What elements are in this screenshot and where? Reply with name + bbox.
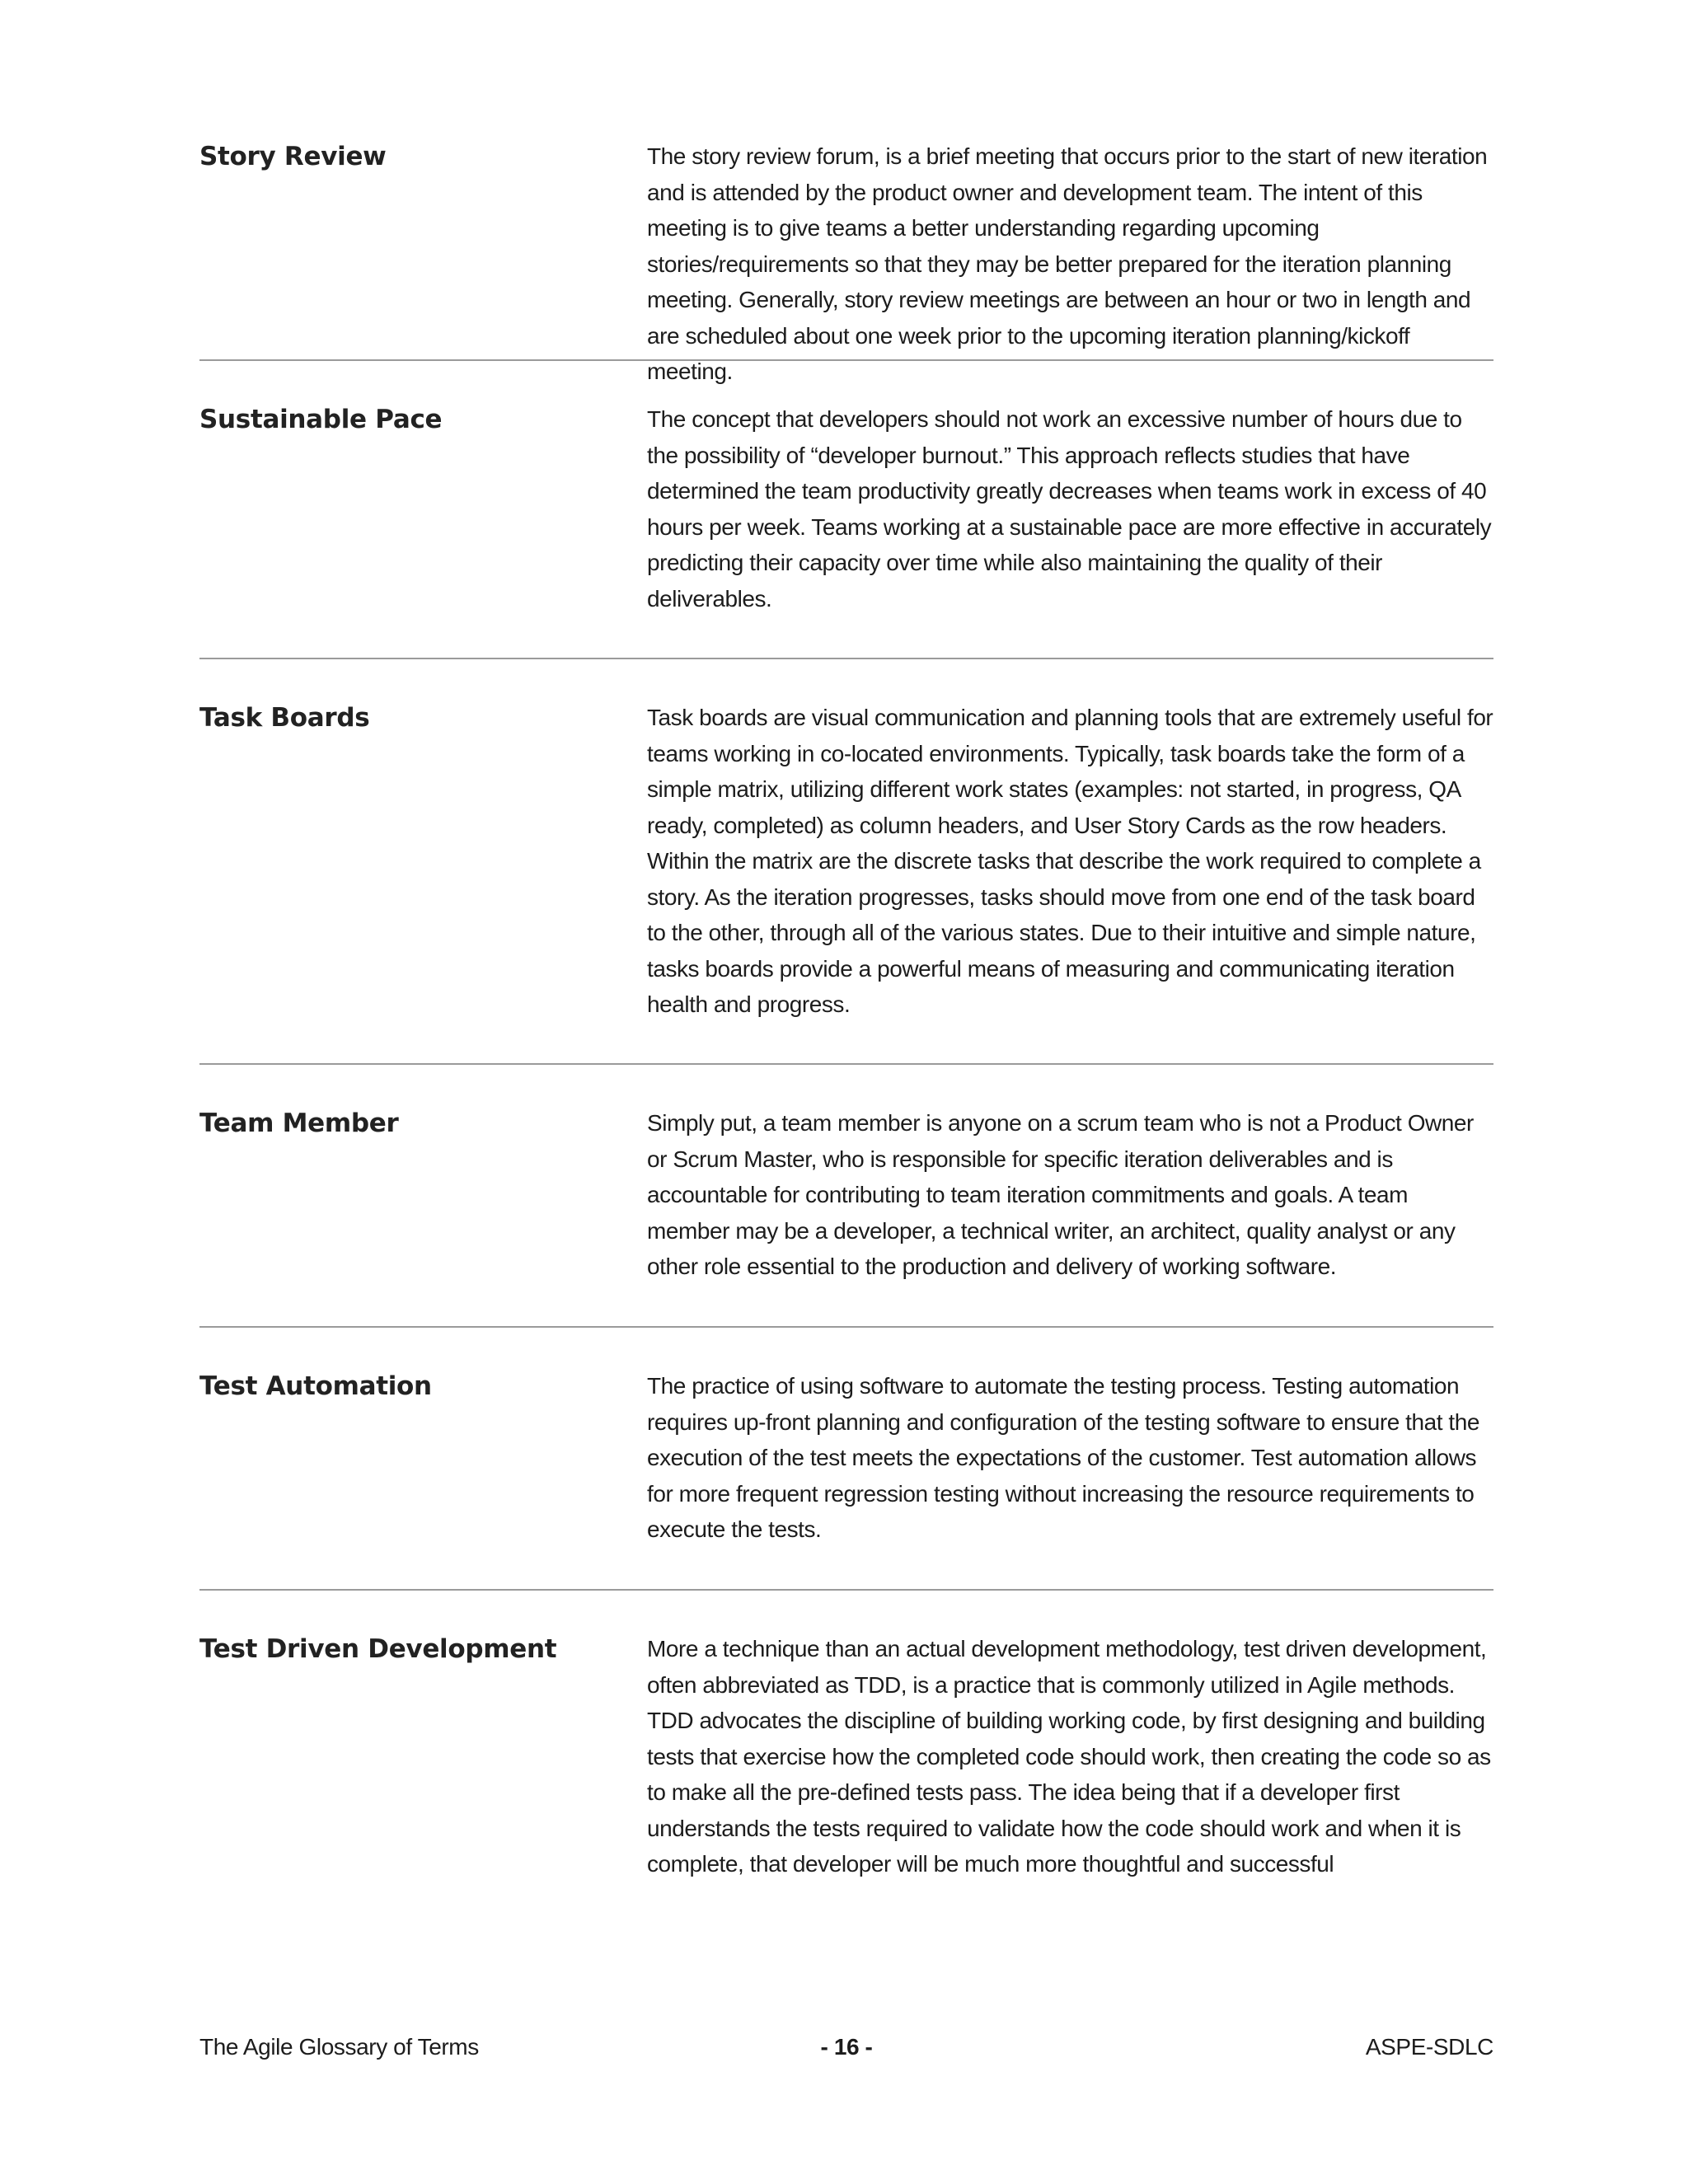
divider xyxy=(199,1063,1493,1065)
footer-organization: ASPE-SDLC xyxy=(1365,2034,1493,2060)
term-definition: The story review forum, is a brief meeting that occurs prior to the start of new iteration and is attended by the product owner and development team. The intent of this meeting is to give teams a better understanding regarding upcoming stories/requirements so that they may be better prepared for the iteration planning meeting. Generally, story review meetings are between an hour or two in length and are scheduled about one week prior to the upcoming iteration planning/kickoff meeting. xyxy=(647,143,1488,384)
term-heading: Test Automation xyxy=(199,1371,432,1401)
term-definition: Simply put, a team member is anyone on a scrum team who is not a Product Owner or Scrum Master, who is responsible for specific iteration deliverables and is accountable for contributing to team iteration commitments and goals. A team member may be a developer, a technical writer, an architect, quality analyst or any other role essential to the production and delivery of working software. xyxy=(647,1110,1474,1279)
divider xyxy=(199,1326,1493,1328)
page-footer xyxy=(199,2029,1493,2065)
divider xyxy=(199,658,1493,659)
term-heading: Story Review xyxy=(199,142,387,171)
term-definition: More a technique than an actual development methodology, test driven development, often abbreviated as TDD, is a practice that is commonly utilized in Agile methods. TDD advocates the discipline of building working code, by first designing and building tests that exercise how the completed code should work, then creating the code so as to make all the pre-defined tests pass. The idea being that if a developer first understands the tests required to validate how the code should work and when it is complete, that developer will be much more thoughtful and successful xyxy=(647,1636,1491,1877)
glossary-entry-test-driven-development xyxy=(199,1631,1493,1882)
glossary-entry-story-review xyxy=(199,138,1493,384)
glossary-entry-team-member xyxy=(199,1105,1493,1326)
term-definition: The concept that developers should not work an excessive number of hours due to the possibility of “developer burnout.” This approach reflects studies that have determined the team productivity greatly decreases when teams work in excess of 40 hours per week. Teams working at a sustainable pace are more effective in accurately predicting their capacity over time while also maintaining the quality of their deliverables. xyxy=(647,406,1492,612)
glossary-entry-test-automation xyxy=(199,1368,1493,1589)
glossary-entry-sustainable-pace xyxy=(199,401,1493,658)
term-heading: Task Boards xyxy=(199,703,370,733)
term-definition: Task boards are visual communication and planning tools that are extremely useful for teams working in co-located environments. Typically, task boards take the form of a simple matrix, utilizing different work states (examples: not started, in progress, QA ready, completed) as column headers, and User Story Cards as the row headers. Within the matrix are the discrete tasks that describe the work required to complete a story. As the iteration progresses, tasks should move from one end of the task board to the other, through all of the various states. Due to their intuitive and simple nature, tasks boards provide a powerful means of measuring and communicating iteration health and progress. xyxy=(647,705,1493,1017)
term-definition: The practice of using software to automate the testing process. Testing automation requires up-front planning and configuration of the testing software to ensure that the execution of the test meets the expectations of the customer. Test automation allows for more frequent regression testing without increasing the resource requirements to execute the tests. xyxy=(647,1373,1479,1542)
glossary-entry-task-boards xyxy=(199,700,1493,1063)
glossary xyxy=(199,138,1493,1882)
term-heading: Team Member xyxy=(199,1108,399,1138)
divider xyxy=(199,1589,1493,1591)
term-heading: Test Driven Development xyxy=(199,1634,557,1664)
footer-document-title: The Agile Glossary of Terms xyxy=(199,2034,479,2060)
term-heading: Sustainable Pace xyxy=(199,405,443,434)
footer-page-number: - 16 - xyxy=(820,2034,873,2060)
